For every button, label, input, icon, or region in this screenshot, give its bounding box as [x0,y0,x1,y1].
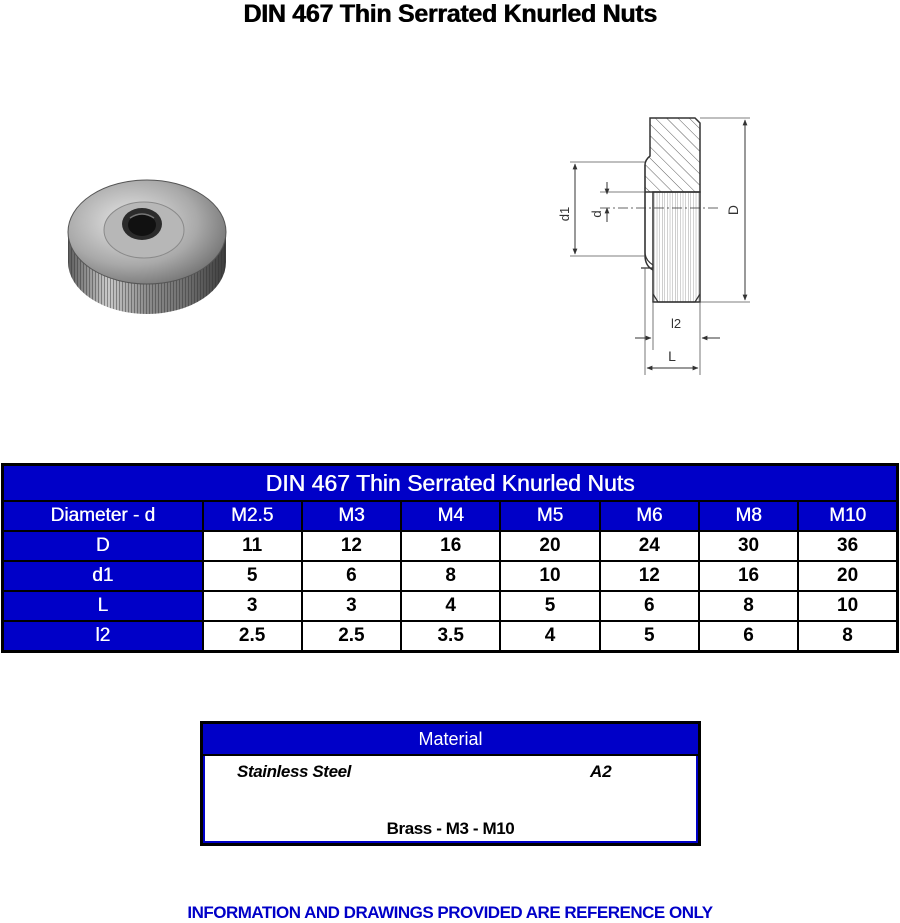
table-cell: 11 [203,531,302,561]
table-cell: 4 [500,621,599,652]
table-cell: 12 [302,531,401,561]
table-cell: 16 [699,561,798,591]
technical-drawing [545,110,780,380]
table-row [3,621,898,652]
table-cell: 10 [798,591,897,621]
table-cell: 20 [500,531,599,561]
size-header: M10 [798,501,897,531]
material-stainless: Stainless Steel [237,762,352,781]
table-cell: 8 [798,621,897,652]
size-header: M8 [699,501,798,531]
table-cell: 8 [401,561,500,591]
table-cell: 20 [798,561,897,591]
table-cell: 8 [699,591,798,621]
table-cell: 3.5 [401,621,500,652]
label-d1: d1 [557,206,572,222]
material-body [203,756,698,843]
size-header: M3 [302,501,401,531]
row-label: D [3,531,203,561]
table-cell: 5 [600,621,699,652]
table-cell: 5 [203,561,302,591]
table-cell: 2.5 [302,621,401,652]
table-cell: 24 [600,531,699,561]
header-label: Diameter - d [3,501,203,531]
page-title: DIN 467 Thin Serrated Knurled Nuts [243,0,657,28]
table-row [3,531,898,561]
row-label: l2 [3,621,203,652]
material-heading: Material [203,724,698,756]
table-cell: 3 [302,591,401,621]
footer-disclaimer: INFORMATION AND DRAWINGS PROVIDED ARE REFERENCE ONLY [187,903,713,922]
table-cell: 3 [203,591,302,621]
dimension-table [1,463,899,653]
label-D: D [725,204,741,216]
label-L: L [668,348,676,364]
table-cell: 12 [600,561,699,591]
table-cell: 5 [500,591,599,621]
table-cell: 30 [699,531,798,561]
table-cell: 6 [600,591,699,621]
size-header: M5 [500,501,599,531]
table-cell: 6 [302,561,401,591]
table-header-row [3,501,898,531]
material-box [200,721,701,846]
material-grade: A2 [590,762,612,781]
knurled-nut-photo [62,162,232,322]
table-cell: 4 [401,591,500,621]
table-cell: 36 [798,531,897,561]
row-label: L [3,591,203,621]
table-cell: 6 [699,621,798,652]
table-row [3,561,898,591]
label-l2: l2 [670,316,682,331]
table-cell: 2.5 [203,621,302,652]
size-header: M4 [401,501,500,531]
label-d: d [589,210,604,218]
table-row [3,591,898,621]
size-header: M6 [600,501,699,531]
row-label: d1 [3,561,203,591]
table-cell: 16 [401,531,500,561]
table-caption: DIN 467 Thin Serrated Knurled Nuts [3,465,898,502]
size-header: M2.5 [203,501,302,531]
table-cell: 10 [500,561,599,591]
material-brass: Brass - M3 - M10 [386,819,515,838]
